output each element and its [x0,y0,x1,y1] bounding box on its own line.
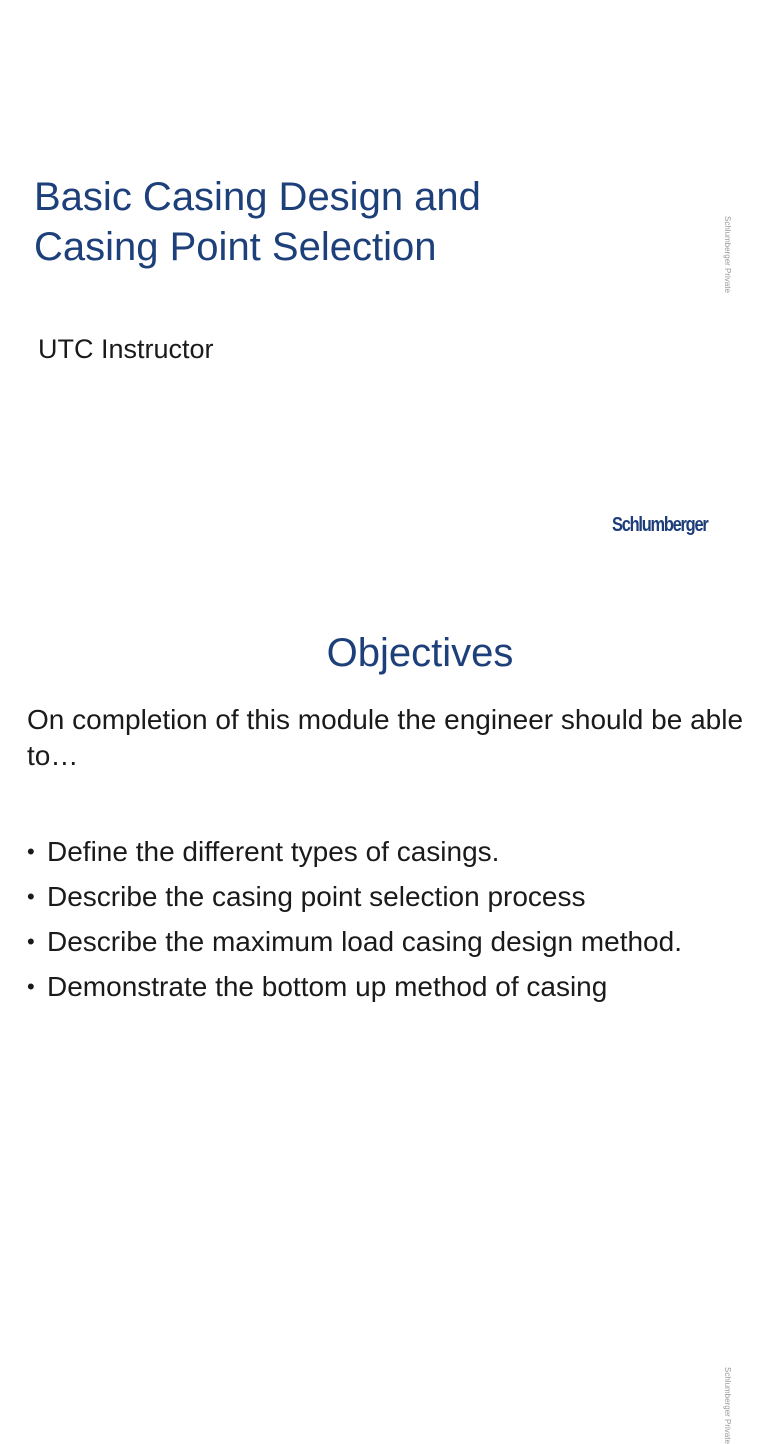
list-item-text: Describe the casing point selection process [47,881,586,912]
company-logo: Schlumberger [612,514,708,536]
list-item-text: Describe the maximum load casing design method. [47,926,682,957]
list-item-text: Demonstrate the bottom up method of casing [47,971,608,1002]
objectives-intro: On completion of this module the engineer should be able to… [27,704,744,771]
list-item-text: Define the different types of casings. [47,836,500,867]
confidentiality-watermark: Schlumberger Private [723,1367,732,1444]
title-slide [0,0,768,576]
slide-title-line-2: Casing Point Selection [34,225,437,269]
slide-title-line-1: Basic Casing Design and [34,175,481,219]
confidentiality-watermark: Schlumberger Private [723,216,732,293]
list-item [27,924,747,960]
bullet-icon: • [27,929,35,954]
objectives-list [27,834,747,1014]
slide-title [34,172,481,272]
bullet-icon: • [27,884,35,909]
list-item [27,879,747,915]
list-item [27,969,747,1005]
bullet-icon: • [27,974,35,999]
list-item [27,834,747,870]
presenter-subtitle: UTC Instructor [38,334,214,364]
objectives-title: Objectives [326,631,514,675]
objectives-slide [0,576,768,1444]
bullet-icon: • [27,839,35,864]
